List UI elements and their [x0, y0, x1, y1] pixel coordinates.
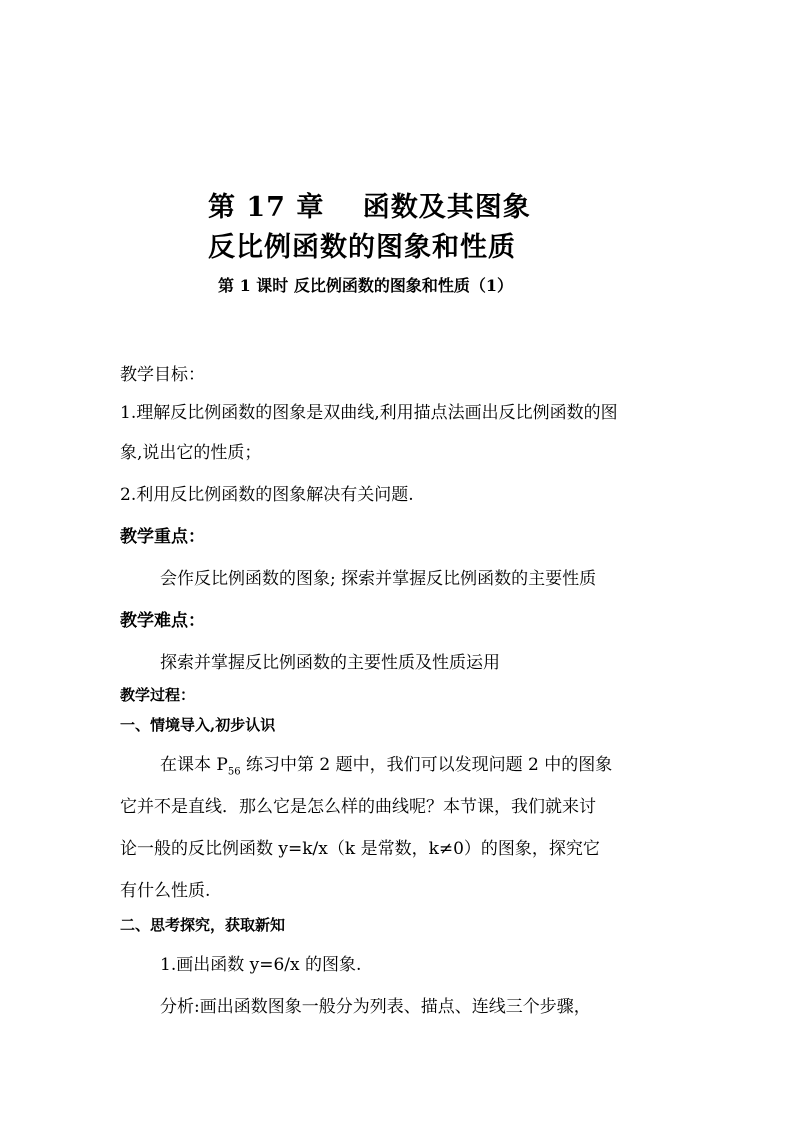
- part2-heading: 二、思考探究，获取新知: [120, 916, 286, 934]
- objective-1-line-1: 1.理解反比例函数的图象是双曲线,利用描点法画出反比例函数的图: [120, 403, 618, 423]
- part1-line-1: [160, 750, 612, 777]
- objective-2: 2.利用反比例函数的图象解决有关问题.: [120, 485, 414, 505]
- part1-line-1-b: 练习中第 2 题中，我们可以发现问题 2 中的图象: [240, 755, 613, 775]
- key-points-heading: 教学重点：: [120, 527, 205, 547]
- process-heading: 教学过程：: [120, 686, 196, 704]
- part1-line-2: 它并不是直线．那么它是怎么样的曲线呢？本节课，我们就来讨: [120, 797, 596, 817]
- chapter-title: 第 17 章 函数及其图象: [208, 192, 531, 223]
- part2-line-2: 分析:画出函数图象一般分为列表、描点、连线三个步骤，: [160, 997, 591, 1017]
- part1-heading: 一、情境导入,初步认识: [120, 716, 276, 734]
- difficulties-heading: 教学难点：: [120, 611, 205, 631]
- section-title: 反比例函数的图象和性质: [208, 232, 516, 263]
- difficulties-text: 探索并掌握反比例函数的主要性质及性质运用: [160, 653, 500, 673]
- objective-1-line-2: 象,说出它的性质；: [120, 443, 262, 463]
- page-subscript: 56: [227, 766, 241, 778]
- part1-line-4: 有什么性质.: [120, 881, 211, 901]
- part1-line-1-a: 在课本 P: [160, 755, 228, 775]
- objectives-heading: 教学目标：: [120, 365, 205, 385]
- part1-line-3: 论一般的反比例函数 y=k/x（k 是常数，k≠0）的图象，探究它: [120, 839, 600, 859]
- key-points-text: 会作反比例函数的图象; 探索并掌握反比例函数的主要性质: [160, 569, 597, 589]
- lesson-title: 第 1 课时 反比例函数的图象和性质（1）: [218, 276, 513, 295]
- part2-line-1: 1.画出函数 y=6/x 的图象.: [160, 955, 362, 975]
